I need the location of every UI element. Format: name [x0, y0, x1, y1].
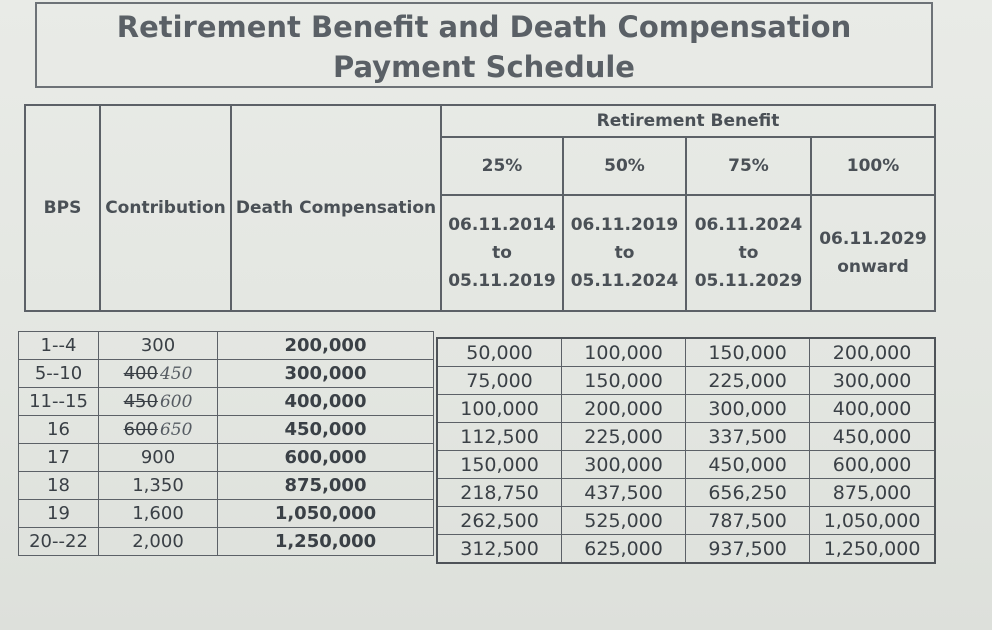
benefit-50-cell: 100,000: [562, 338, 686, 367]
benefit-100-cell: 400,000: [810, 395, 935, 423]
contribution-value: 1,350: [132, 475, 184, 496]
benefit-75-cell: 450,000: [686, 451, 810, 479]
contribution-value: 1,600: [132, 503, 184, 524]
benefit-25-cell: 262,500: [437, 507, 562, 535]
benefit-75-cell: 225,000: [686, 367, 810, 395]
contribution-cell: [99, 444, 218, 472]
benefit-50-cell: 300,000: [562, 451, 686, 479]
benefit-25-cell: 150,000: [437, 451, 562, 479]
benefit-25-cell: 100,000: [437, 395, 562, 423]
header-contribution: Contribution: [105, 198, 226, 218]
contribution-value: 300: [140, 335, 176, 356]
table-row: [19, 472, 434, 500]
benefit-100-cell: 300,000: [810, 367, 935, 395]
benefit-50-cell: 625,000: [562, 535, 686, 564]
table-row: [19, 360, 434, 388]
benefit-75-cell: 656,250: [686, 479, 810, 507]
table-row: [437, 395, 935, 423]
benefit-75-cell: 150,000: [686, 338, 810, 367]
benefit-100-cell: 200,000: [810, 338, 935, 367]
benefit-75-cell: 787,500: [686, 507, 810, 535]
period-to: to: [492, 243, 512, 263]
title-line-2: Payment Schedule: [333, 50, 635, 84]
header-percent-25: 25%: [481, 156, 523, 176]
handwritten-revision: 600: [159, 392, 193, 412]
benefit-75-cell: 337,500: [686, 423, 810, 451]
table-row: [437, 423, 935, 451]
benefit-100-cell: 450,000: [810, 423, 935, 451]
bps-cell: 16: [19, 416, 99, 444]
benefit-75-cell: 937,500: [686, 535, 810, 564]
death-compensation-cell: 450,000: [218, 416, 434, 444]
contribution-cell: [99, 528, 218, 556]
bps-cell: 5--10: [19, 360, 99, 388]
bps-cell: 20--22: [19, 528, 99, 556]
bps-cell: 19: [19, 500, 99, 528]
benefit-50-cell: 150,000: [562, 367, 686, 395]
contribution-cell: [99, 472, 218, 500]
benefit-25-cell: 50,000: [437, 338, 562, 367]
table-row: [19, 500, 434, 528]
bps-cell: 17: [19, 444, 99, 472]
contribution-value: 2,000: [132, 531, 184, 552]
period-start: 06.11.2014: [448, 215, 556, 235]
period-onward: onward: [837, 257, 909, 277]
table-row: [19, 388, 434, 416]
table-row: [437, 338, 935, 367]
death-compensation-cell: 200,000: [218, 332, 434, 360]
death-compensation-cell: 875,000: [218, 472, 434, 500]
header-period-4: [812, 196, 934, 310]
table-row: [19, 332, 434, 360]
death-compensation-cell: 600,000: [218, 444, 434, 472]
benefit-100-cell: 1,050,000: [810, 507, 935, 535]
table-row: [437, 451, 935, 479]
period-start: 06.11.2019: [570, 215, 679, 235]
death-compensation-cell: 1,050,000: [218, 500, 434, 528]
period-end: 05.11.2024: [570, 271, 679, 291]
death-compensation-cell: 300,000: [218, 360, 434, 388]
table-header: [24, 104, 936, 312]
title-box: [35, 2, 933, 88]
benefit-50-cell: 225,000: [562, 423, 686, 451]
contribution-cell: [99, 416, 218, 444]
benefit-50-cell: 200,000: [562, 395, 686, 423]
period-end: 05.11.2019: [448, 271, 556, 291]
title-line-1: Retirement Benefit and Death Compensation: [116, 10, 852, 44]
header-retirement-benefit: Retirement Benefit: [596, 111, 780, 131]
benefit-50-cell: 437,500: [562, 479, 686, 507]
header-percent-75: 75%: [728, 156, 769, 176]
death-compensation-cell: 400,000: [218, 388, 434, 416]
header-percent-100: 100%: [846, 156, 900, 176]
period-to: to: [614, 243, 635, 263]
table-row: [19, 416, 434, 444]
bps-cell: 1--4: [19, 332, 99, 360]
benefit-100-cell: 875,000: [810, 479, 935, 507]
table-row: [437, 535, 935, 564]
benefit-100-cell: 1,250,000: [810, 535, 935, 564]
header-period-1: [442, 196, 562, 310]
contribution-cell: [99, 388, 218, 416]
header-bps: BPS: [43, 198, 82, 218]
contribution-value: 900: [140, 447, 176, 468]
header-period-2: [564, 196, 685, 310]
bps-cell: 11--15: [19, 388, 99, 416]
contribution-cell: [99, 332, 218, 360]
death-compensation-cell: 1,250,000: [218, 528, 434, 556]
table-row: [437, 507, 935, 535]
contribution-table: [18, 331, 434, 556]
header-death-compensation: Death Compensation: [235, 198, 437, 218]
table-row: [19, 444, 434, 472]
benefit-100-cell: 600,000: [810, 451, 935, 479]
period-start: 06.11.2024: [694, 215, 803, 235]
original-contribution: 400: [123, 363, 158, 384]
original-contribution: 600: [123, 419, 158, 440]
period-end: 05.11.2029: [694, 271, 803, 291]
table-row: [437, 479, 935, 507]
handwritten-revision: 450: [159, 364, 193, 384]
header-period-3: [687, 196, 810, 310]
header-percent-50: 50%: [604, 156, 645, 176]
table-row: [437, 367, 935, 395]
period-start: 06.11.2029: [819, 229, 927, 249]
bps-cell: 18: [19, 472, 99, 500]
benefit-50-cell: 525,000: [562, 507, 686, 535]
handwritten-revision: 650: [159, 420, 193, 440]
contribution-cell: [99, 500, 218, 528]
contribution-cell: [99, 360, 218, 388]
original-contribution: 450: [123, 391, 158, 412]
benefit-75-cell: 300,000: [686, 395, 810, 423]
benefit-25-cell: 312,500: [437, 535, 562, 564]
retirement-benefit-table: [436, 337, 936, 564]
benefit-25-cell: 112,500: [437, 423, 562, 451]
benefit-25-cell: 75,000: [437, 367, 562, 395]
benefit-25-cell: 218,750: [437, 479, 562, 507]
period-to: to: [738, 243, 759, 263]
table-row: [19, 528, 434, 556]
